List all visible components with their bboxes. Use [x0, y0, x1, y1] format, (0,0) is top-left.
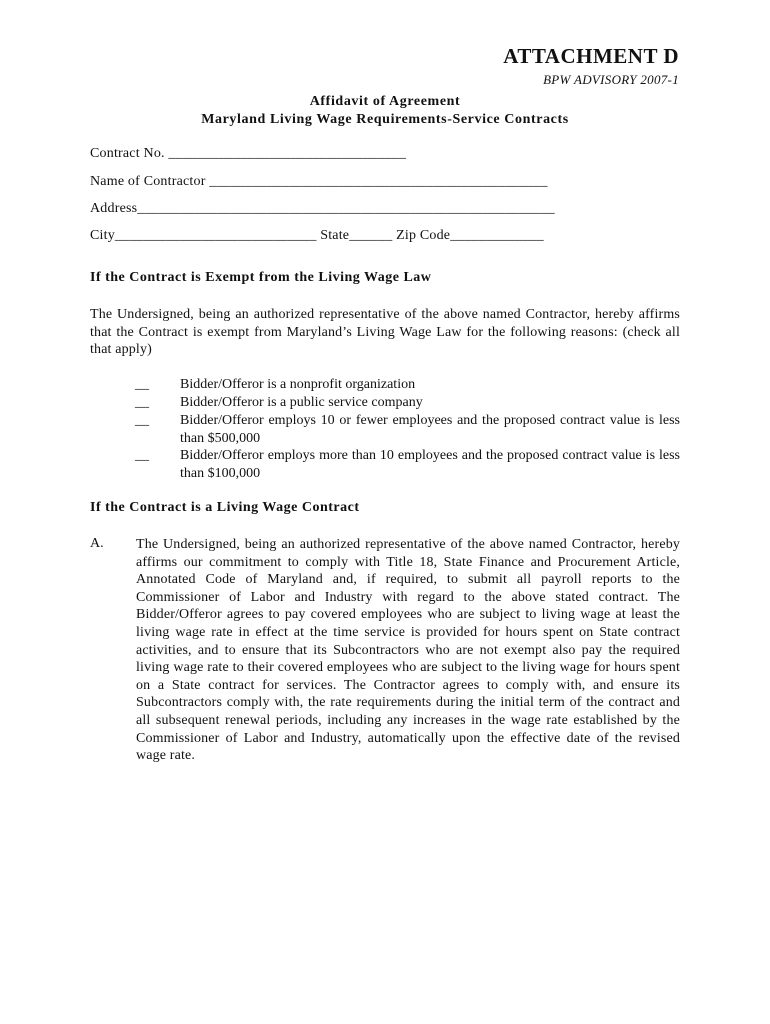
checkbox-blank[interactable]: __	[135, 377, 149, 392]
city-state-zip-field[interactable]: City____________________________ State______ Zip Code_____________	[90, 228, 544, 243]
exempt-intro-paragraph: The Undersigned, being an authorized representative of the above named Contractor, hereby affirms that the Contract is exempt from Maryland’s Living Wage Law for the following reasons: (check all that apply)	[90, 307, 680, 358]
attachment-title: ATTACHMENT D	[503, 44, 679, 68]
living-wage-commitment-paragraph: The Undersigned, being an authorized representative of the above named Contractor, hereby affirms our commitment to comply with Title 18, State Finance and Procurement Article, Annotated Code of Maryland and, if required, to submit all payroll reports to the Commissioner of Labor and Industry with regard to the above stated contract. The Bidder/Offeror agrees to pay covered employees who are subject to living wage at least the living wage rate in effect at the time service is provided for hours spent on State contract activities, and to ensure that its Subcontractors who are not exempt also pay the required living wage rate to their covered employees who are subject to the living wage for hours spent on a State contract for services. The Contractor agrees to comply with, and ensure its Subcontractors comply with, the rate requirements during the initial term of the contract and all subsequent renewal periods, including any increases in the wage rate established by the Commissioner of Labor and Industry, automatically upon the effective date of the revised wage rate.	[136, 537, 680, 764]
address-field[interactable]: Address__________________________________________________________	[90, 201, 555, 216]
exempt-reason-text: Bidder/Offeror employs 10 or fewer employees and the proposed contract value is less than $500,000	[180, 413, 680, 446]
item-letter: A.	[90, 536, 104, 551]
contractor-name-field[interactable]: Name of Contractor _______________________________________________	[90, 174, 548, 189]
checkbox-blank[interactable]: __	[135, 413, 149, 428]
exempt-reason-text: Bidder/Offeror employs more than 10 employees and the proposed contract value is less than $100,000	[180, 448, 680, 481]
exempt-reason-text: Bidder/Offeror is a public service company	[180, 395, 423, 410]
living-wage-section-heading: If the Contract is a Living Wage Contract	[90, 500, 360, 515]
advisory-label: BPW ADVISORY 2007-1	[543, 72, 679, 87]
document-title: Affidavit of Agreement	[309, 94, 461, 109]
exempt-reason-text: Bidder/Offeror is a nonprofit organization	[180, 377, 416, 392]
document-subtitle: Maryland Living Wage Requirements-Service Contracts	[201, 112, 569, 127]
checkbox-blank[interactable]: __	[135, 395, 149, 410]
contract-number-field[interactable]: Contract No. _________________________________	[90, 146, 407, 161]
checkbox-blank[interactable]: __	[135, 448, 149, 463]
exempt-section-heading: If the Contract is Exempt from the Living Wage Law	[90, 270, 432, 285]
